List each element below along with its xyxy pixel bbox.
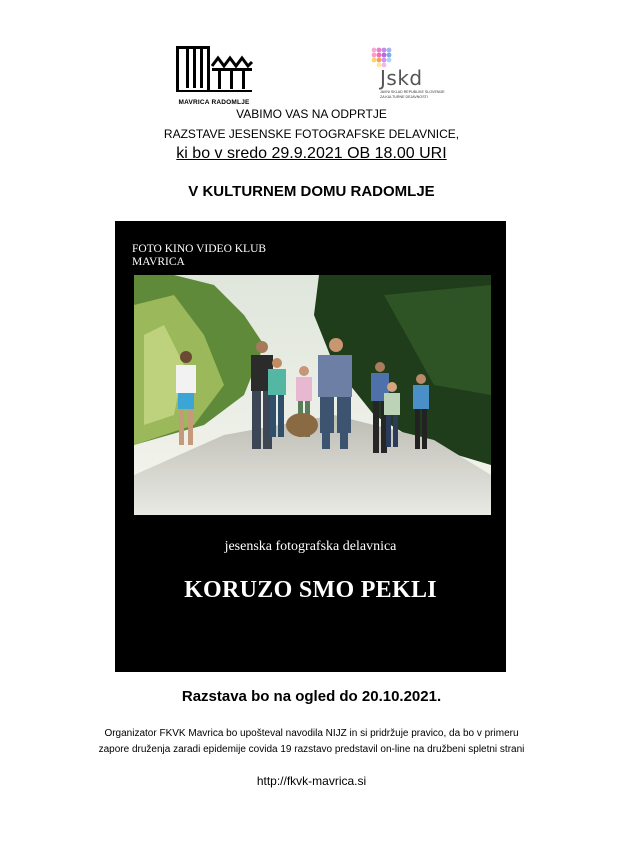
poster-club-line-1: FOTO KINO VIDEO KLUB bbox=[132, 243, 267, 255]
invitation-line-1: VABIMO VAS NA ODPRTJE bbox=[236, 107, 387, 121]
organizer-notice bbox=[0, 726, 623, 758]
mavrica-logo-mark bbox=[174, 44, 254, 96]
exhibition-dates: Razstava bo na ogled do 20.10.2021. bbox=[181, 688, 442, 705]
poster-title: KORUZO SMO PEKLI bbox=[184, 577, 437, 603]
poster-club-name bbox=[132, 243, 266, 269]
jskd-logo-name: Jskd bbox=[380, 66, 423, 90]
jskd-logo-subtitle: JAVNI SKLAD REPUBLIKE SLOVENIJE ZA KULTURNE DEJAVNOSTI bbox=[380, 90, 445, 99]
invitation-line-2: RAZSTAVE JESENSKE FOTOGRAFSKE DELAVNICE, bbox=[163, 127, 460, 141]
jskd-logo bbox=[368, 46, 450, 104]
organizer-notice-line-1: Organizator FKVK Mavrica bo upošteval navodila NIJZ in si pridržuje pravico, da bo v primeru bbox=[104, 728, 519, 739]
poster-club-line-2: MAVRICA bbox=[132, 256, 185, 268]
mavrica-logo bbox=[174, 44, 254, 106]
organizer-notice-line-2: zapore druženja zaradi epidemije covida 19 razstavo predstavil on-line na družbeni spletni strani bbox=[98, 744, 525, 755]
website-link[interactable]: http://fkvk-mavrica.si bbox=[256, 774, 367, 788]
poster-subtitle: jesenska fotografska delavnica bbox=[224, 539, 397, 554]
exhibition-poster bbox=[115, 221, 506, 672]
mavrica-logo-label: MAVRICA RADOMLJE bbox=[178, 99, 250, 106]
jskd-logo-dots bbox=[370, 46, 396, 68]
poster-photo bbox=[134, 275, 491, 515]
poster-photo-image bbox=[134, 275, 491, 515]
invitation-date: ki bo v sredo 29.9.2021 OB 18.00 URI bbox=[176, 145, 447, 162]
invitation-venue: V KULTURNEM DOMU RADOMLJE bbox=[188, 183, 435, 200]
